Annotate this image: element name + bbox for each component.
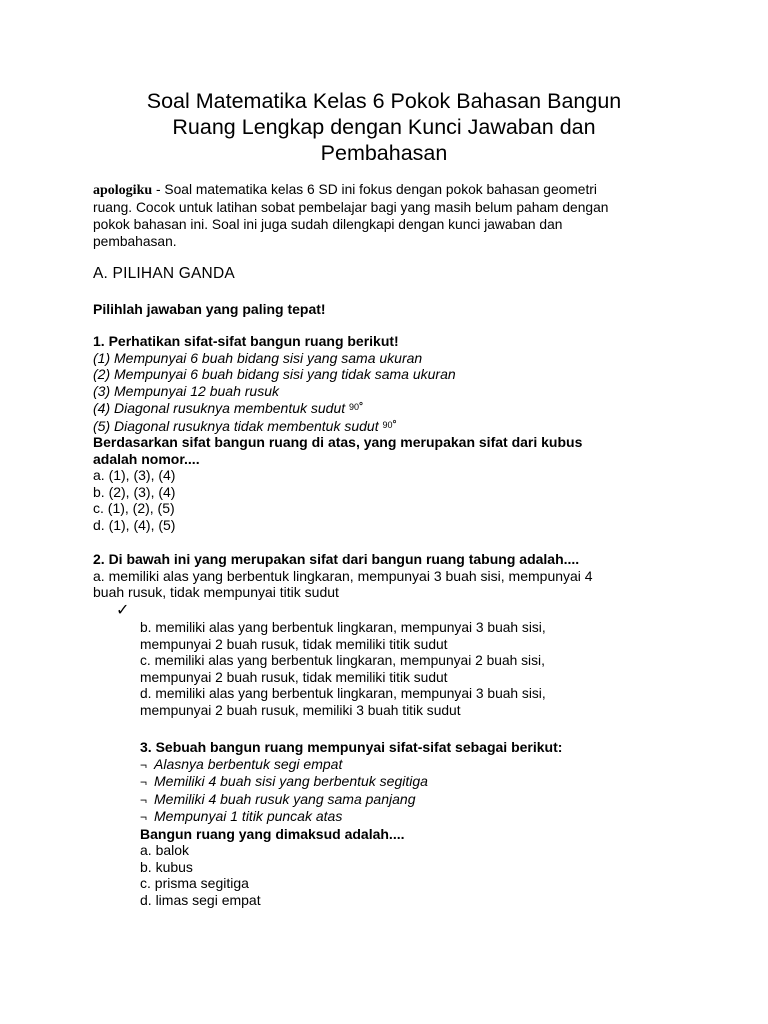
answer-option: mempunyai 2 buah rusuk, tidak memiliki titik sudut — [140, 669, 448, 685]
checkmark-icon: ✓ — [116, 602, 130, 619]
answer-option: mempunyai 2 buah rusuk, memiliki 3 buah titik sudut — [140, 702, 461, 718]
question-text: 1. Perhatikan sifat-sifat bangun ruang berikut! — [93, 333, 399, 349]
title-line: Pembahasan — [320, 141, 448, 165]
answer-option: a. balok — [140, 842, 190, 858]
question-2 — [93, 551, 593, 601]
intro-line: pembahasan. — [93, 234, 177, 249]
question-text: 3. Sebuah bangun ruang mempunyai sifat-sifat sebagai berikut: — [140, 739, 563, 755]
degree-mark: ° — [359, 401, 364, 412]
answer-option: b. memiliki alas yang berbentuk lingkaran, mempunyai 3 buah sisi, — [140, 620, 546, 635]
angle-value: 90 — [382, 419, 393, 430]
property-item — [93, 399, 582, 417]
bullet-icon: ¬ — [140, 775, 148, 789]
bullet-icon: ¬ — [140, 757, 148, 772]
answer-option: d. limas segi empat — [140, 891, 261, 908]
property-item — [140, 773, 562, 791]
question-1 — [93, 333, 582, 533]
answer-option: c. (1), (2), (5) — [93, 500, 175, 516]
title-line: Ruang Lengkap dengan Kunci Jawaban dan — [172, 115, 596, 139]
angle-value: 90 — [349, 402, 360, 412]
answer-option: mempunyai 2 buah rusuk, tidak memiliki titik sudut — [140, 636, 448, 652]
property-text: Memiliki 4 buah rusuk yang sama panjang — [154, 790, 416, 807]
intro-paragraph — [93, 181, 683, 250]
intro-line: ruang. Cocok untuk latihan sobat pembelajar bagi yang masih belum paham dengan — [93, 200, 609, 215]
degree-mark: ° — [392, 418, 397, 430]
bullet-icon: ¬ — [140, 810, 148, 824]
answer-option: c. memiliki alas yang berbentuk lingkaran, mempunyai 2 buah sisi, — [140, 653, 545, 668]
intro-text: - Soal matematika kelas 6 SD ini fokus dengan pokok bahasan geometri — [152, 182, 597, 197]
answer-option: b. (2), (3), (4) — [93, 483, 176, 500]
bullet-icon: ¬ — [140, 792, 148, 807]
question-2-options — [140, 620, 546, 719]
question-3 — [140, 739, 562, 908]
brand-name: apologiku — [93, 183, 153, 198]
property-text: (4) Diagonal rusuknya membentuk sudut — [93, 400, 350, 416]
property-text: Mempunyai 1 titik puncak atas — [154, 808, 343, 824]
intro-line: pokok bahasan ini. Soal ini juga sudah dilengkapi dengan kunci jawaban dan — [93, 217, 563, 232]
property-text: Memiliki 4 buah sisi yang berbentuk segitiga — [154, 773, 428, 789]
answer-option: a. (1), (3), (4) — [93, 467, 176, 483]
property-item: (3) Mempunyai 12 buah rusuk — [93, 382, 279, 399]
property-item: (2) Mempunyai 6 buah bidang sisi yang tidak sama ukuran — [93, 366, 456, 382]
question-prompt: Berdasarkan sifat bangun ruang di atas, yang merupakan sifat dari kubus — [93, 434, 583, 450]
answer-option: c. prisma segitiga — [140, 875, 249, 891]
property-item — [93, 417, 582, 435]
answer-option: a. memiliki alas yang berbentuk lingkaran, mempunyai 3 buah sisi, mempunyai 4 — [93, 567, 593, 584]
property-item — [140, 791, 562, 809]
answer-option: d. memiliki alas yang berbentuk lingkaran, mempunyai 3 buah sisi, — [140, 686, 546, 701]
question-text: 2. Di bawah ini yang merupakan sifat dari bangun ruang tabung adalah.... — [93, 551, 580, 567]
instruction: Pilihlah jawaban yang paling tepat! — [93, 301, 326, 317]
question-prompt: adalah nomor.... — [93, 450, 200, 467]
answer-option: buah rusuk, tidak mempunyai titik sudut — [93, 584, 339, 600]
intro-line — [93, 181, 683, 199]
property-item — [140, 756, 562, 774]
property-item: (1) Mempunyai 6 buah bidang sisi yang sama ukuran — [93, 349, 423, 366]
answer-option: d. (1), (4), (5) — [93, 516, 176, 533]
title-line: Soal Matematika Kelas 6 Pokok Bahasan Bangun — [146, 89, 622, 113]
property-text: (5) Diagonal rusuknya tidak membentuk sudut — [93, 417, 383, 434]
property-item — [140, 808, 562, 826]
answer-option: b. kubus — [140, 858, 193, 875]
section-heading: A. PILIHAN GANDA — [93, 265, 235, 282]
page-title — [96, 88, 672, 166]
property-text: Alasnya berbentuk segi empat — [154, 755, 343, 772]
question-prompt: Bangun ruang yang dimaksud adalah.... — [140, 825, 405, 842]
